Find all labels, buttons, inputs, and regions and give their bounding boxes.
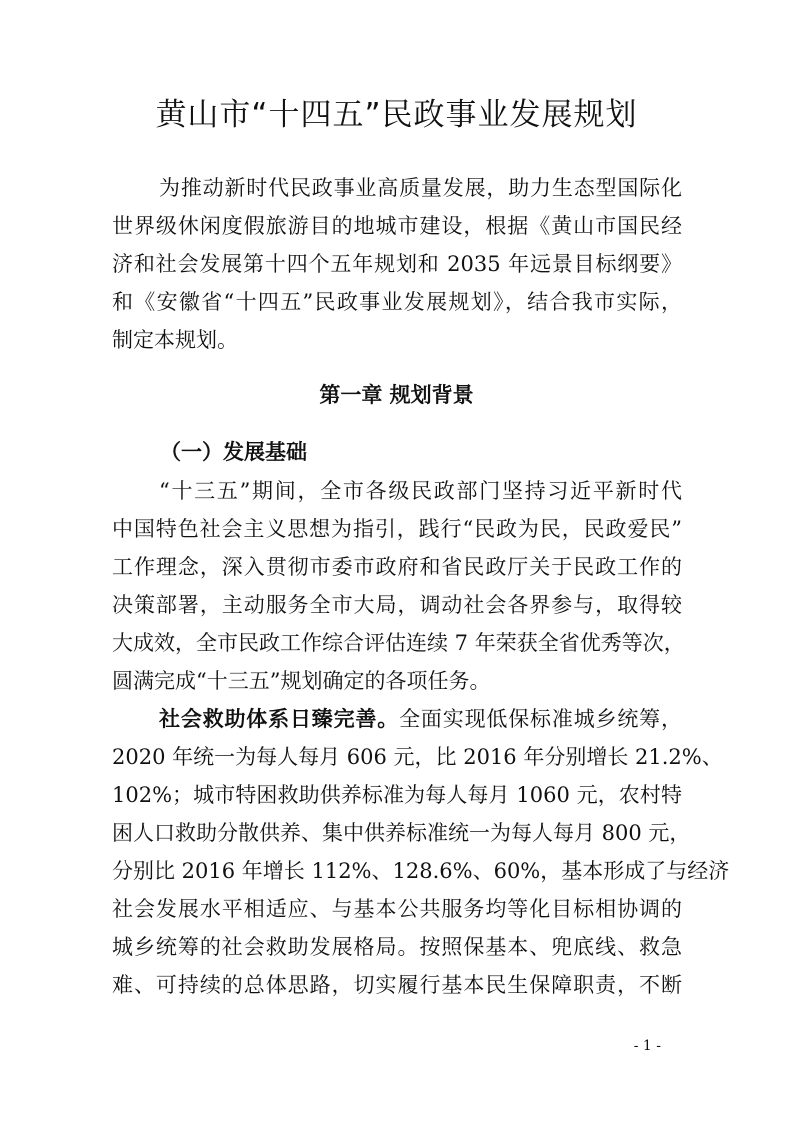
basis-line: “十三五”期间，全市各级民政部门坚持习近平新时代 <box>159 479 682 503</box>
basis-line: 大成效，全市民政工作综合评估连续 7 年荣获全省优秀等次， <box>112 631 685 655</box>
relief-line: 难、可持续的总体思路，切实履行基本民生保障职责，不断 <box>112 973 682 997</box>
basis-line: 中国特色社会主义思想为指引，践行“民政为民，民政爱民” <box>112 517 682 541</box>
intro-line: 济和社会发展第十四个五年规划和 2035 年远景目标纲要》 <box>112 252 682 276</box>
chapter-title: 第一章 规划背景 <box>319 383 474 407</box>
relief-heading: 社会救助体系日臻完善。 <box>159 706 400 731</box>
basis-line: 决策部署，主动服务全市大局，调动社会各界参与，取得较 <box>112 593 682 617</box>
relief-line: 社会发展水平相适应、与基本公共服务均等化目标相协调的 <box>112 897 682 921</box>
relief-first-line-text: 全面实现低保标准城乡统筹， <box>399 707 683 731</box>
intro-line: 和《安徽省“十四五”民政事业发展规划》，结合我市实际， <box>112 290 682 314</box>
basis-line: 圆满完成“十三五”规划确定的各项任务。 <box>112 669 491 693</box>
relief-line: 城乡统筹的社会救助发展格局。按照保基本、兜底线、救急 <box>112 935 682 959</box>
page-number: - 1 - <box>633 1038 661 1054</box>
relief-line: 困人口救助分散供养、集中供养标准统一为每人每月 800 元， <box>112 821 691 845</box>
section-title: （一）发展基础 <box>160 439 307 464</box>
document-title: 黄山市“十四五”民政事业发展规划 <box>155 97 638 133</box>
relief-line: 102%；城市特困救助供养标准为每人每月 1060 元，农村特 <box>112 783 682 807</box>
basis-line: 工作理念，深入贯彻市委市政府和省民政厅关于民政工作的 <box>112 555 682 579</box>
relief-first-line <box>112 705 682 733</box>
relief-line: 2020 年统一为每人每月 606 元，比 2016 年分别增长 21.2%、 <box>112 745 723 769</box>
intro-line: 制定本规划。 <box>112 328 238 352</box>
intro-line: 为推动新时代民政事业高质量发展，助力生态型国际化 <box>159 176 682 200</box>
intro-line: 世界级休闲度假旅游目的地城市建设，根据《黄山市国民经 <box>112 214 682 238</box>
relief-line: 分别比 2016 年增长 112%、128.6%、60%，基本形成了与经济 <box>112 859 730 883</box>
